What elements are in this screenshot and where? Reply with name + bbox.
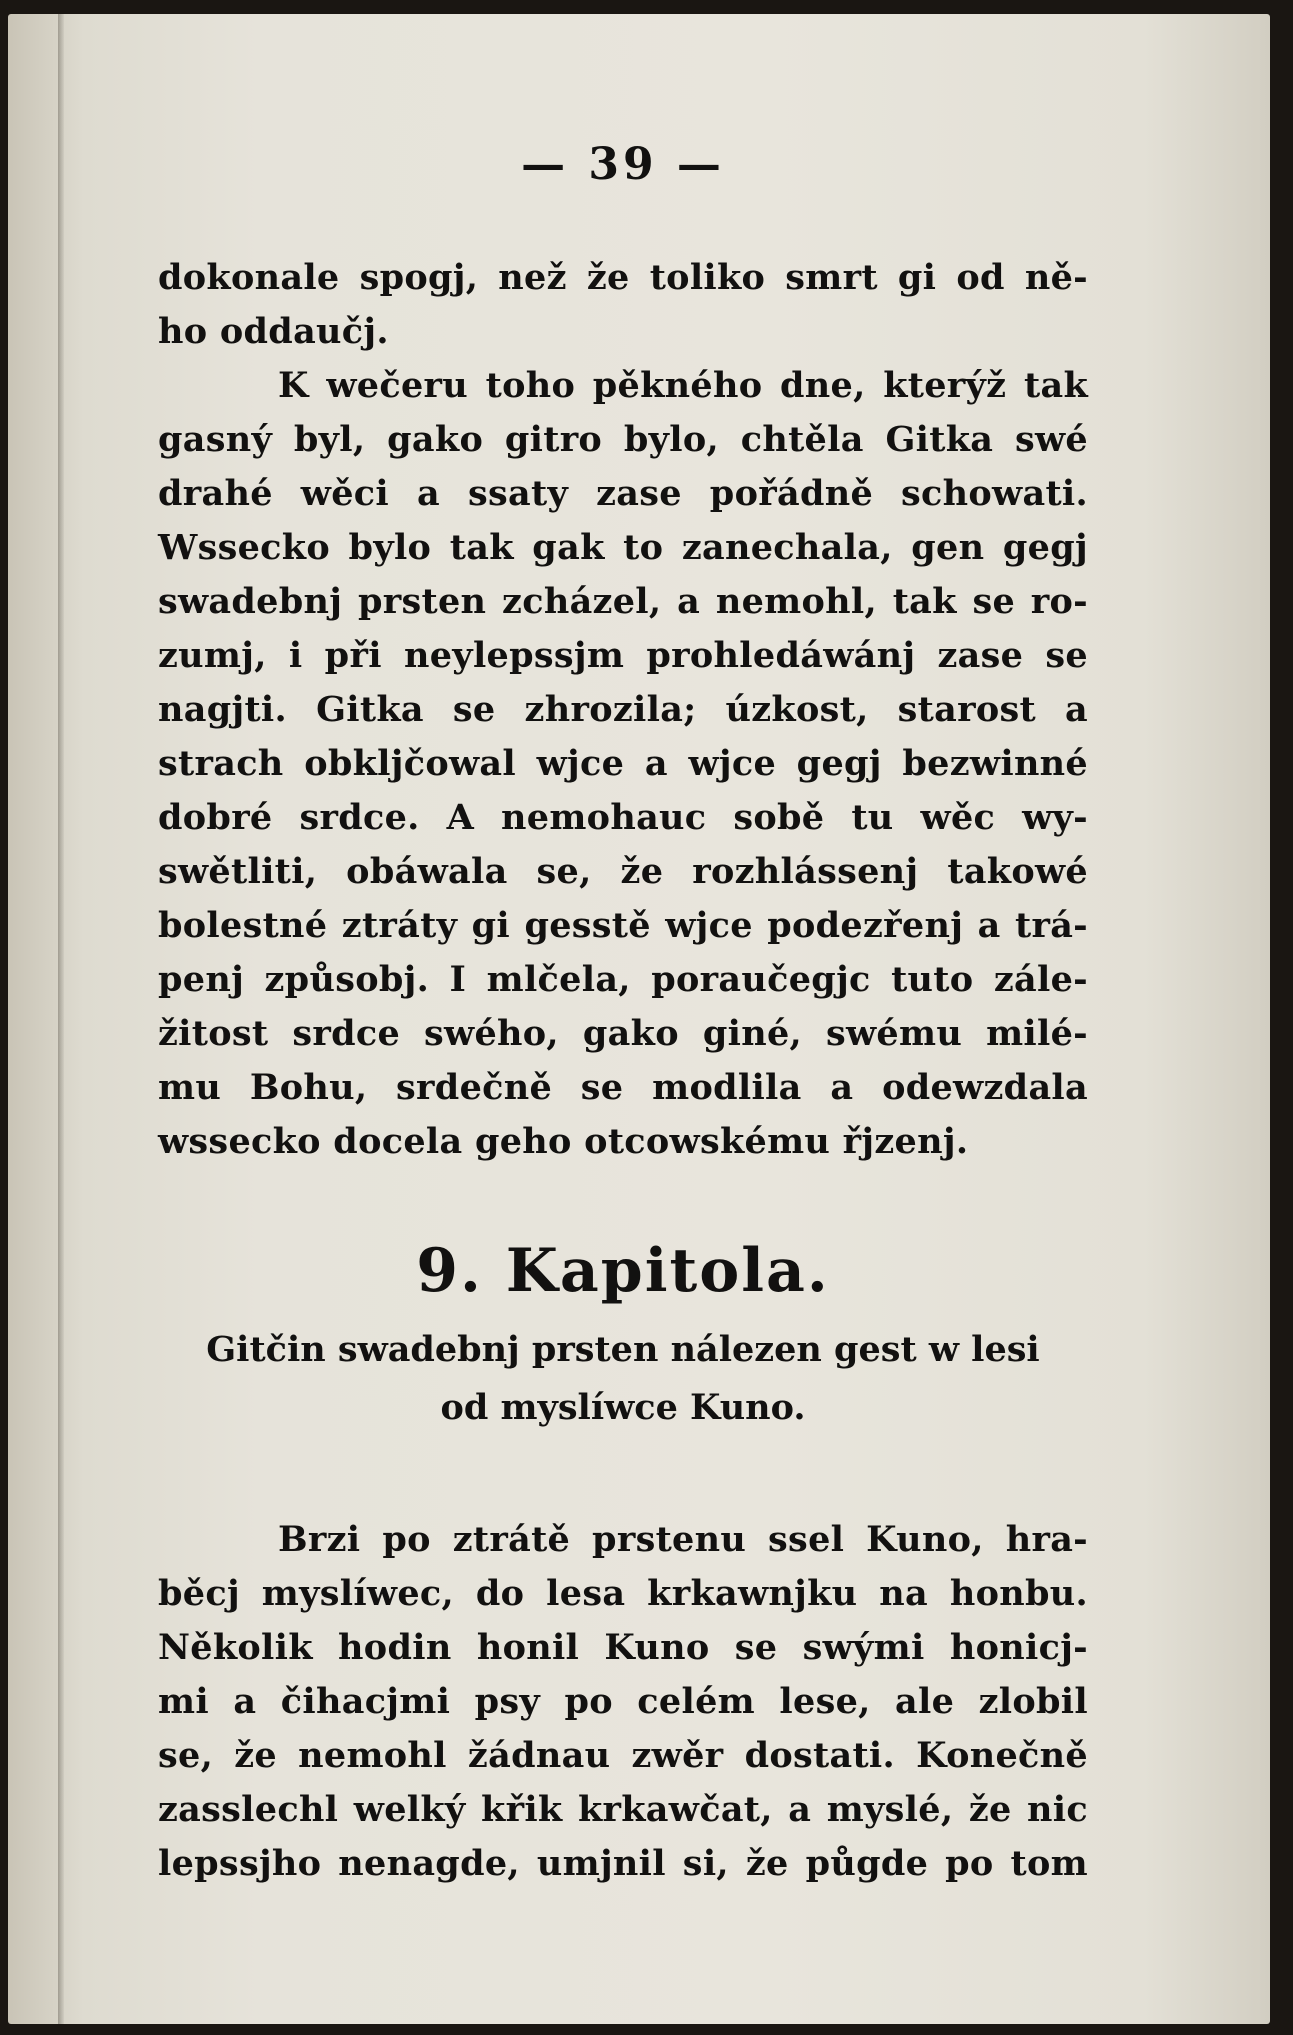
text-line: zasslechl welký křik krkawčat, a myslé, že nic [158, 1789, 1088, 1830]
paragraph-1 [158, 251, 1088, 359]
summary-line: Gitčin swadebnj prsten nálezen gest w lesi [206, 1329, 1040, 1370]
text-line: zumj, i při neylepssjm prohledáwánj zase se [158, 635, 1088, 676]
page-number: — 39 — [521, 139, 725, 190]
text-line: wssecko docela geho otcowskému řjzenj. [158, 1121, 969, 1162]
text-line: nagjti. Gitka se zhrozila; úzkost, starost a [158, 689, 1088, 730]
chapter-summary [158, 1321, 1088, 1437]
page-text [158, 135, 1088, 1891]
text-line: ho oddaučj. [158, 311, 389, 352]
text-line: drahé wěci a ssaty zase pořádně schowati. [158, 473, 1088, 514]
text-line: swětliti, obáwala se, že rozhlássenj takowé [158, 851, 1088, 892]
text-line: běcj myslíwec, do lesa krkawnjku na honbu. [158, 1573, 1088, 1614]
text-line: lepssjho nenagde, umjnil si, že půgde po tom [158, 1843, 1088, 1884]
text-line: penj způsobj. I mlčela, poraučegjc tuto zále- [158, 959, 1088, 1000]
text-line: K wečeru toho pěkného dne, kterýž tak [278, 365, 1088, 406]
text-line: mi a čihacjmi psy po celém lese, ale zlobil [158, 1681, 1088, 1722]
text-line: Wssecko bylo tak gak to zanechala, gen gegj [158, 527, 1088, 568]
text-line: gasný byl, gako gitro bylo, chtěla Gitka swé [158, 419, 1088, 460]
text-line: swadebnj prsten zcházel, a nemohl, tak se ro- [158, 581, 1088, 622]
summary-line: od myslíwce Kuno. [440, 1387, 806, 1428]
paragraph-3 [158, 1513, 1088, 1891]
text-line: Několik hodin honil Kuno se swými honicj- [158, 1627, 1088, 1668]
book-gutter [58, 14, 64, 2024]
paragraph-2 [158, 359, 1088, 1169]
text-line: se, že nemohl žádnau zwěr dostati. Konečně [158, 1735, 1088, 1776]
chapter-heading: 9. Kapitola. [416, 1236, 830, 1306]
text-line: strach obkljčowal wjce a wjce gegj bezwinné [158, 743, 1088, 784]
text-line: dobré srdce. A nemohauc sobě tu wěc wy- [158, 797, 1088, 838]
text-line: Brzi po ztrátě prstenu ssel Kuno, hra- [278, 1519, 1088, 1560]
text-line: žitost srdce swého, gako giné, swému milé- [158, 1013, 1088, 1054]
text-line: bolestné ztráty gi gesstě wjce podezřenj a trá- [158, 905, 1088, 946]
text-line: dokonale spogj, než že toliko smrt gi od ně- [158, 257, 1088, 298]
text-line: mu Bohu, srdečně se modlila a odewzdala [158, 1067, 1088, 1108]
